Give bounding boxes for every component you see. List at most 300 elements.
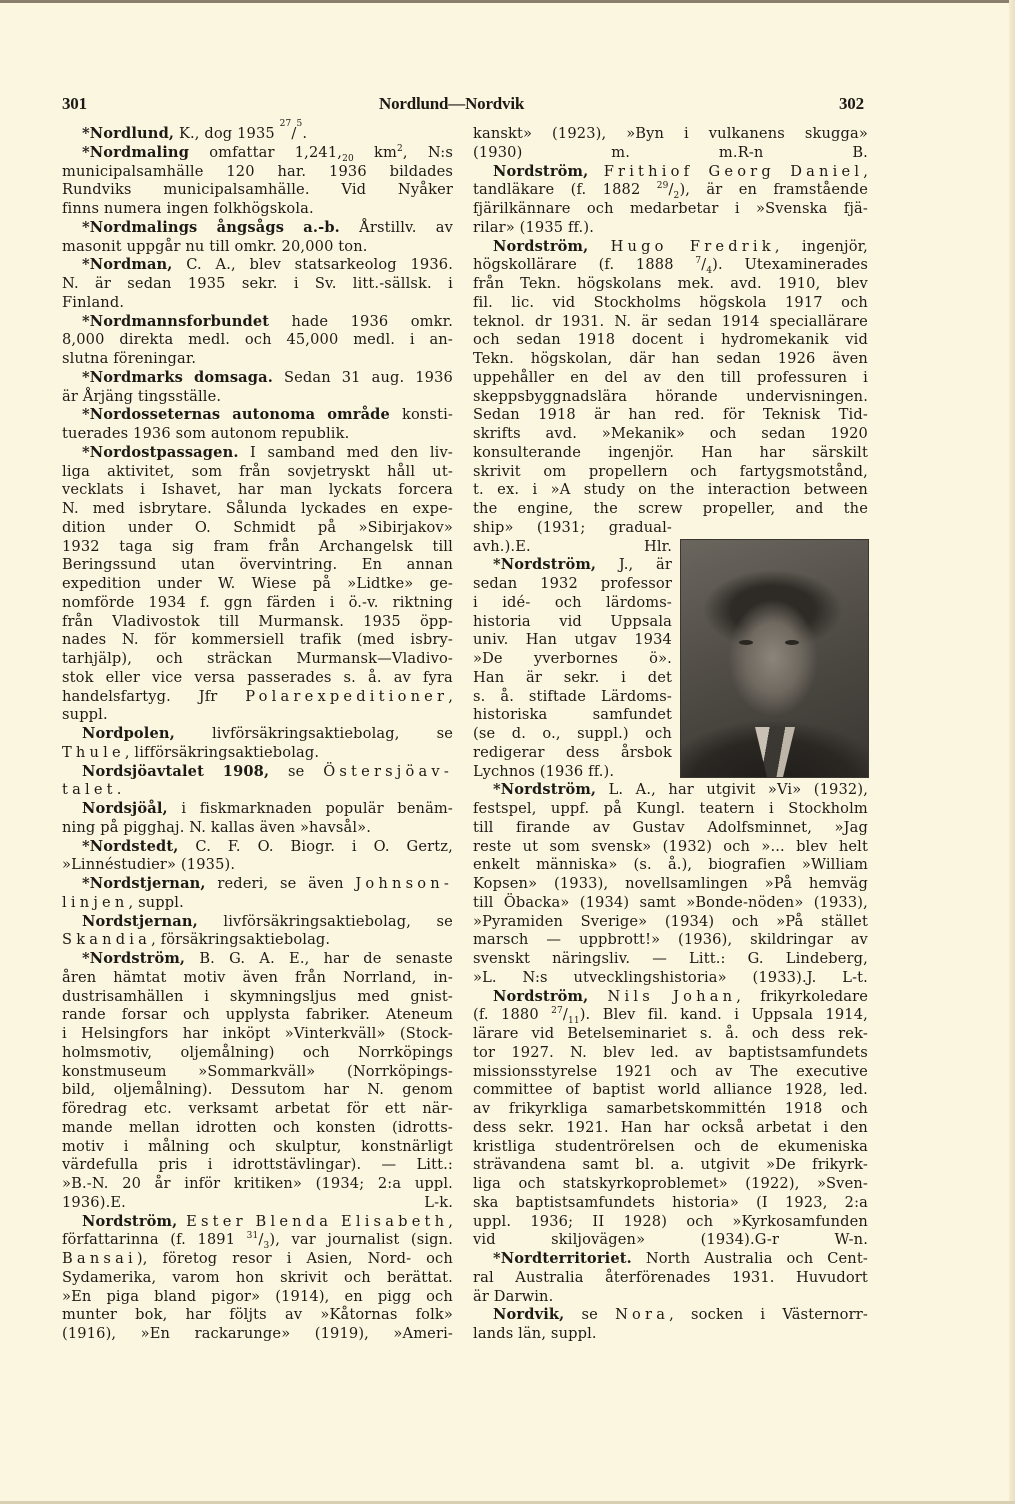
text-segment: dess bbox=[566, 743, 600, 761]
text-segment: Norrköpings bbox=[357, 1043, 453, 1061]
text-segment: mellan bbox=[128, 1118, 180, 1136]
text-segment: teatern bbox=[699, 800, 755, 817]
text-line bbox=[473, 1005, 868, 1027]
text-line bbox=[62, 119, 308, 143]
text-segment: i bbox=[532, 481, 538, 499]
text-segment: liga bbox=[473, 1175, 501, 1192]
text-segment: Beringssund bbox=[62, 556, 157, 574]
entry-headword: *Nordterritoriet. bbox=[493, 1250, 632, 1267]
text-segment: i bbox=[621, 668, 626, 686]
text-segment: med bbox=[346, 443, 380, 461]
text-segment: professuren bbox=[757, 368, 848, 386]
text-segment: 1931. bbox=[561, 312, 605, 330]
text-segment: , försäkringsaktiebolag. bbox=[151, 931, 331, 949]
text-segment: och bbox=[156, 650, 183, 667]
text-segment: är bbox=[95, 275, 112, 292]
text-segment: en bbox=[738, 181, 758, 199]
text-segment: blev bbox=[603, 1043, 635, 1061]
text-segment: (I bbox=[756, 1193, 768, 1211]
text-segment: i bbox=[684, 125, 689, 142]
text-segment: 20 bbox=[122, 1175, 142, 1192]
text-segment: 1934 bbox=[634, 631, 672, 649]
text-segment: den bbox=[840, 1118, 868, 1136]
text-segment: journalist bbox=[327, 1231, 400, 1249]
text-segment: Wiese bbox=[251, 575, 297, 592]
text-segment: blev bbox=[796, 837, 828, 855]
text-segment: aug. bbox=[371, 368, 405, 386]
text-segment: ral bbox=[473, 1268, 494, 1286]
text-segment: km bbox=[374, 143, 397, 161]
text-segment: strävandena bbox=[473, 1156, 567, 1174]
text-segment: (f. bbox=[473, 1006, 489, 1024]
text-segment: har bbox=[759, 443, 786, 461]
text-segment: tuerades 1936 som autonom republik. bbox=[62, 425, 350, 442]
text-segment: avd. bbox=[545, 425, 578, 442]
text-segment: (1931; bbox=[536, 518, 586, 536]
text-segment: G. bbox=[229, 950, 246, 967]
text-line bbox=[62, 799, 453, 818]
portrait-collar bbox=[755, 727, 795, 777]
text-segment: (idrotts- bbox=[392, 1118, 453, 1136]
text-segment: den bbox=[676, 368, 705, 386]
text-segment: högskolans bbox=[577, 275, 662, 292]
text-segment: (1914), bbox=[275, 1287, 330, 1305]
text-segment: och bbox=[426, 1287, 453, 1305]
text-segment: Tekn. bbox=[520, 275, 562, 292]
text-segment: inköpt bbox=[222, 1025, 271, 1042]
text-segment: sedan bbox=[667, 312, 712, 330]
text-segment: 1920 bbox=[830, 425, 868, 442]
text-line bbox=[62, 330, 453, 349]
text-segment: högskollärare bbox=[473, 256, 577, 274]
text-segment: Sverige» bbox=[580, 912, 648, 930]
text-segment: 1932 bbox=[62, 537, 100, 555]
text-segment: »Sommarkväll» bbox=[198, 1062, 316, 1080]
text-segment: sig bbox=[172, 537, 194, 555]
entry-headword: a.-b. bbox=[303, 218, 340, 236]
text-segment: propellern bbox=[588, 462, 668, 480]
text-line bbox=[62, 1005, 453, 1024]
text-line bbox=[473, 837, 868, 856]
entry-headword: *Nordmalings bbox=[82, 218, 198, 236]
text-segment: av bbox=[393, 668, 411, 686]
text-line bbox=[473, 1099, 868, 1118]
text-segment: Johnson- bbox=[355, 875, 453, 892]
entry-headword: *Nordostpassagen. bbox=[82, 443, 239, 461]
text-segment: »Svenska bbox=[756, 200, 828, 217]
text-segment: är bbox=[594, 406, 611, 424]
text-segment: blev bbox=[836, 275, 868, 292]
text-segment: Ester bbox=[186, 1212, 247, 1230]
text-segment: N:s bbox=[427, 143, 453, 161]
text-segment: enkelt bbox=[473, 856, 520, 874]
text-line bbox=[473, 1287, 553, 1306]
text-segment: 1936; bbox=[530, 1212, 574, 1230]
text-segment: var bbox=[291, 1231, 316, 1249]
text-segment: O. bbox=[257, 837, 274, 855]
text-segment: företog bbox=[162, 1250, 218, 1267]
text-segment: ex. bbox=[497, 481, 520, 499]
text-segment: Västernorr- bbox=[782, 1306, 868, 1324]
text-segment: även bbox=[308, 875, 344, 892]
text-segment: gradual- bbox=[608, 518, 672, 536]
text-segment: 1927. bbox=[511, 1043, 554, 1061]
text-segment: Uppsala bbox=[610, 612, 672, 630]
text-segment: N. bbox=[62, 275, 79, 292]
text-segment: annan bbox=[406, 556, 453, 574]
text-segment: dition bbox=[62, 518, 106, 536]
text-segment: och bbox=[670, 1062, 698, 1080]
text-segment: omkr. bbox=[410, 312, 453, 330]
text-segment: (1933), bbox=[554, 875, 609, 892]
text-segment: är Årjäng tingsställe. bbox=[62, 387, 222, 405]
text-line bbox=[62, 255, 453, 274]
text-segment: on bbox=[638, 481, 657, 499]
text-segment: vulkanens bbox=[708, 125, 785, 142]
text-segment: Betelseminariet bbox=[567, 1025, 687, 1042]
text-segment: 1917 bbox=[784, 293, 823, 311]
text-segment: och bbox=[841, 1100, 868, 1117]
text-segment: återförenades bbox=[605, 1268, 711, 1286]
text-segment: vice bbox=[152, 668, 183, 686]
text-segment: , bbox=[448, 1212, 453, 1230]
text-segment: screw bbox=[638, 500, 683, 517]
text-line bbox=[62, 1024, 453, 1043]
text-segment: uppl. bbox=[414, 1175, 453, 1192]
text-segment: uppbrott!» bbox=[578, 931, 661, 949]
text-segment: han bbox=[628, 406, 657, 424]
text-segment: från bbox=[473, 275, 505, 292]
text-segment: suppl. bbox=[62, 706, 108, 724]
text-segment: hade bbox=[291, 312, 329, 330]
text-segment: eller bbox=[105, 668, 140, 686]
text-segment: »På bbox=[776, 912, 804, 930]
text-segment: å. bbox=[725, 1025, 739, 1042]
text-segment: propeller, bbox=[702, 500, 776, 517]
text-segment: »Pyramiden bbox=[473, 912, 564, 930]
text-line bbox=[473, 893, 868, 912]
text-segment: (1933), bbox=[813, 893, 868, 911]
text-segment: ö.-v. bbox=[348, 593, 379, 611]
text-segment: å.), bbox=[667, 856, 693, 874]
text-segment: i bbox=[293, 275, 299, 292]
text-line bbox=[473, 143, 868, 162]
text-segment: Jfr bbox=[198, 687, 218, 705]
text-segment: 20 bbox=[342, 153, 354, 164]
text-segment: W-n. bbox=[834, 1231, 868, 1249]
text-segment: (1930) bbox=[473, 143, 523, 161]
text-segment: dess bbox=[791, 1025, 826, 1042]
text-segment: skiljovägen» bbox=[551, 1231, 646, 1249]
text-segment: Helsingfors bbox=[81, 1025, 169, 1042]
text-segment: (1919), bbox=[314, 1325, 369, 1342]
text-line bbox=[473, 480, 868, 499]
text-segment: fyra bbox=[422, 668, 453, 686]
text-line bbox=[62, 893, 184, 912]
text-segment: (sign. bbox=[410, 1231, 453, 1249]
text-segment: berättat. bbox=[387, 1268, 453, 1286]
text-segment: undervisningen. bbox=[746, 387, 868, 405]
text-segment: bl. bbox=[635, 1156, 655, 1174]
text-segment: sekr. bbox=[518, 1118, 555, 1136]
text-line bbox=[473, 237, 868, 256]
text-segment: (1922), bbox=[745, 1175, 800, 1192]
text-segment: , bbox=[402, 143, 408, 161]
text-line bbox=[473, 855, 868, 874]
text-segment: docent bbox=[631, 331, 683, 349]
text-segment: 1910, bbox=[777, 275, 821, 292]
text-segment: 1880 bbox=[501, 1006, 539, 1024]
text-segment: i bbox=[760, 1306, 766, 1324]
text-segment: piga bbox=[106, 1287, 140, 1305]
text-segment: teknol. bbox=[473, 312, 525, 330]
text-segment: Han bbox=[620, 1118, 653, 1136]
text-segment: samband bbox=[267, 443, 336, 461]
text-segment: Cent- bbox=[827, 1250, 868, 1267]
text-line bbox=[62, 1174, 453, 1193]
text-segment: är Darwin. bbox=[473, 1287, 554, 1305]
text-segment: »En bbox=[62, 1287, 92, 1305]
text-segment: ). bbox=[579, 1006, 591, 1024]
text-segment: pris bbox=[158, 1156, 188, 1174]
text-segment: värdefulla bbox=[62, 1156, 139, 1174]
text-segment: Nora bbox=[615, 1306, 670, 1324]
text-segment: liga bbox=[62, 462, 90, 480]
text-segment: / bbox=[291, 125, 297, 142]
text-segment: motiv bbox=[183, 968, 226, 986]
text-segment: och bbox=[473, 331, 500, 349]
text-segment: konsten bbox=[316, 1118, 376, 1136]
text-segment: Murmansk. bbox=[258, 612, 344, 630]
text-line bbox=[473, 612, 672, 631]
text-segment: varom bbox=[172, 1268, 220, 1286]
text-segment: 1928) bbox=[623, 1212, 668, 1230]
text-segment: skugga» bbox=[804, 125, 868, 142]
text-segment: i bbox=[207, 1156, 213, 1174]
text-segment: t. bbox=[473, 481, 484, 499]
text-segment: samarbetskommittén bbox=[606, 1100, 767, 1117]
text-line bbox=[62, 424, 349, 443]
page-number-right: 302 bbox=[839, 94, 864, 113]
text-segment: 29 bbox=[656, 181, 669, 192]
entry-headword: Nordström, bbox=[493, 237, 589, 255]
text-segment: Lychnos (1936 ff.). bbox=[473, 762, 615, 780]
text-line bbox=[473, 1155, 868, 1174]
text-segment: för bbox=[346, 1100, 369, 1117]
text-segment: framstående bbox=[773, 181, 868, 199]
text-line bbox=[62, 630, 453, 649]
text-segment: redigerar bbox=[473, 743, 545, 761]
text-segment: har bbox=[323, 1081, 349, 1099]
text-segment: i bbox=[699, 331, 705, 349]
text-segment: ), bbox=[269, 1231, 281, 1249]
text-segment: Johan bbox=[673, 987, 737, 1005]
text-line bbox=[62, 687, 453, 706]
text-segment: N. bbox=[614, 312, 632, 330]
text-segment: 1914 bbox=[721, 312, 760, 330]
text-line bbox=[473, 387, 868, 406]
text-segment: 2:a bbox=[844, 1193, 868, 1211]
text-segment: 2 bbox=[397, 143, 403, 154]
page-edge-top bbox=[0, 0, 1015, 3]
text-segment: är bbox=[656, 556, 672, 574]
text-segment: idrotten bbox=[196, 1118, 257, 1136]
text-segment: »Kåtornas bbox=[320, 1306, 398, 1324]
text-segment: rande bbox=[62, 1006, 106, 1024]
text-segment: rackarunge» bbox=[194, 1325, 291, 1342]
entry-headword: *Nordmaling bbox=[82, 143, 190, 161]
text-segment: vid bbox=[473, 1231, 496, 1249]
text-segment: (se bbox=[473, 725, 496, 742]
text-segment: mande bbox=[62, 1118, 113, 1136]
text-line bbox=[473, 518, 672, 537]
text-segment: hon bbox=[235, 1268, 264, 1286]
text-line bbox=[473, 424, 868, 443]
text-line bbox=[473, 1174, 868, 1193]
text-segment: 45,000 bbox=[286, 331, 339, 349]
text-segment: ggn bbox=[223, 593, 253, 611]
text-segment: versa bbox=[194, 668, 236, 686]
text-segment: rek- bbox=[838, 1025, 868, 1042]
text-segment: medl. bbox=[188, 331, 231, 349]
text-segment: professor bbox=[600, 575, 672, 592]
text-segment: ett bbox=[384, 1100, 406, 1117]
text-segment: 31 bbox=[246, 1231, 259, 1242]
entry-headword: *Nordman, bbox=[82, 256, 173, 274]
entry-headword: *Nordström, bbox=[493, 781, 597, 799]
text-line bbox=[473, 1118, 868, 1137]
text-segment: 1932 bbox=[540, 575, 578, 592]
text-segment: fil. bbox=[647, 1006, 668, 1024]
text-segment: Georg bbox=[708, 162, 775, 180]
text-segment: och bbox=[709, 425, 737, 442]
text-segment: hydromekanik bbox=[721, 331, 829, 349]
text-segment: av bbox=[850, 931, 868, 949]
text-segment: O. bbox=[194, 518, 211, 536]
text-segment: det bbox=[647, 668, 672, 686]
text-segment: populär bbox=[325, 800, 384, 817]
text-segment: red. bbox=[674, 406, 705, 424]
text-segment: till bbox=[473, 893, 494, 911]
text-segment: oljemålning). bbox=[113, 1081, 213, 1099]
text-segment: de bbox=[363, 950, 382, 967]
text-line bbox=[473, 162, 868, 181]
text-line bbox=[62, 968, 453, 987]
text-line bbox=[473, 1305, 868, 1324]
text-line bbox=[473, 930, 868, 949]
text-segment: yverbornes bbox=[533, 650, 619, 667]
text-segment: motiv bbox=[62, 1137, 105, 1155]
text-segment: samt bbox=[639, 893, 676, 911]
text-segment: oljemålning) bbox=[180, 1043, 275, 1061]
text-segment: Dessutom bbox=[230, 1081, 306, 1099]
text-segment: Stockholms bbox=[593, 293, 681, 311]
text-segment: kritiken» bbox=[233, 1175, 303, 1192]
text-segment: vecklats bbox=[62, 481, 124, 499]
text-segment: statskyrkoproblemet» bbox=[562, 1175, 728, 1192]
text-segment: har bbox=[668, 781, 694, 799]
text-segment: lärare bbox=[473, 1025, 519, 1042]
text-segment: av bbox=[284, 1306, 303, 1324]
text-segment: (Norrköpings- bbox=[347, 1062, 453, 1080]
text-segment: R-n bbox=[737, 143, 764, 161]
text-segment: uppf. bbox=[550, 800, 590, 817]
text-line bbox=[62, 1080, 453, 1099]
text-segment: har bbox=[182, 1025, 209, 1042]
text-line bbox=[62, 1099, 453, 1118]
text-segment: från bbox=[294, 968, 327, 986]
text-segment: arbetat bbox=[274, 1100, 331, 1117]
text-segment: nades bbox=[62, 631, 107, 649]
text-line bbox=[62, 1137, 453, 1156]
text-segment: L-k. bbox=[424, 1193, 453, 1211]
text-segment: »Vinterkväll» bbox=[284, 1025, 386, 1042]
text-segment: vid bbox=[531, 1025, 555, 1042]
text-segment: utan bbox=[181, 556, 215, 574]
text-segment: passerades bbox=[247, 668, 332, 686]
text-segment: Elisabeth bbox=[340, 1212, 449, 1230]
text-segment: och bbox=[182, 1006, 210, 1024]
text-segment: 1936). bbox=[62, 1193, 111, 1211]
text-segment: Årstillv. bbox=[359, 218, 417, 236]
text-segment: fil. bbox=[473, 293, 493, 311]
text-segment: och bbox=[426, 1250, 453, 1267]
text-segment: arbetat bbox=[756, 1118, 812, 1136]
text-segment: (1933). bbox=[752, 968, 807, 986]
text-segment: suppl.) bbox=[577, 725, 629, 742]
text-segment: Adolfsminnet, bbox=[707, 818, 812, 836]
text-segment: G-r bbox=[754, 1231, 780, 1249]
text-segment: — bbox=[546, 931, 562, 949]
text-segment: högskola bbox=[699, 293, 767, 311]
text-line bbox=[473, 912, 868, 931]
text-segment: (1934) bbox=[664, 912, 715, 930]
text-segment: utgivit bbox=[706, 781, 756, 799]
text-segment: the bbox=[670, 481, 695, 499]
text-segment: »Linnéstudier» (1935). bbox=[62, 856, 236, 874]
text-segment: (1934) bbox=[579, 893, 630, 911]
text-segment: utgivit bbox=[700, 1156, 750, 1174]
text-line bbox=[473, 1062, 868, 1081]
text-segment: konsulterande bbox=[473, 443, 582, 461]
text-segment: konstmuseum bbox=[62, 1062, 167, 1080]
entry-headword: område bbox=[327, 406, 390, 424]
text-segment: riktning bbox=[392, 593, 453, 611]
text-line bbox=[62, 574, 453, 593]
text-segment: bland bbox=[154, 1287, 197, 1305]
text-segment: till bbox=[473, 818, 494, 836]
text-segment: medarbetar bbox=[630, 200, 719, 217]
text-segment: interaction bbox=[707, 481, 791, 499]
text-line bbox=[62, 462, 453, 481]
text-segment: »... bbox=[761, 837, 785, 855]
text-segment: Tekn. bbox=[473, 350, 514, 367]
text-segment: En bbox=[361, 556, 383, 574]
text-segment: och bbox=[690, 462, 718, 480]
text-line bbox=[473, 724, 672, 743]
text-segment: historia bbox=[473, 612, 531, 630]
text-line bbox=[62, 593, 453, 612]
text-segment: se bbox=[436, 725, 453, 742]
text-segment: och bbox=[554, 593, 582, 611]
text-segment: och bbox=[302, 1043, 330, 1061]
text-segment: fiskmarknaden bbox=[199, 800, 312, 817]
text-line bbox=[62, 480, 453, 499]
text-line bbox=[473, 668, 672, 687]
text-line bbox=[62, 555, 453, 574]
text-segment: Öbacka» bbox=[503, 893, 570, 911]
text-segment: i bbox=[140, 481, 146, 499]
